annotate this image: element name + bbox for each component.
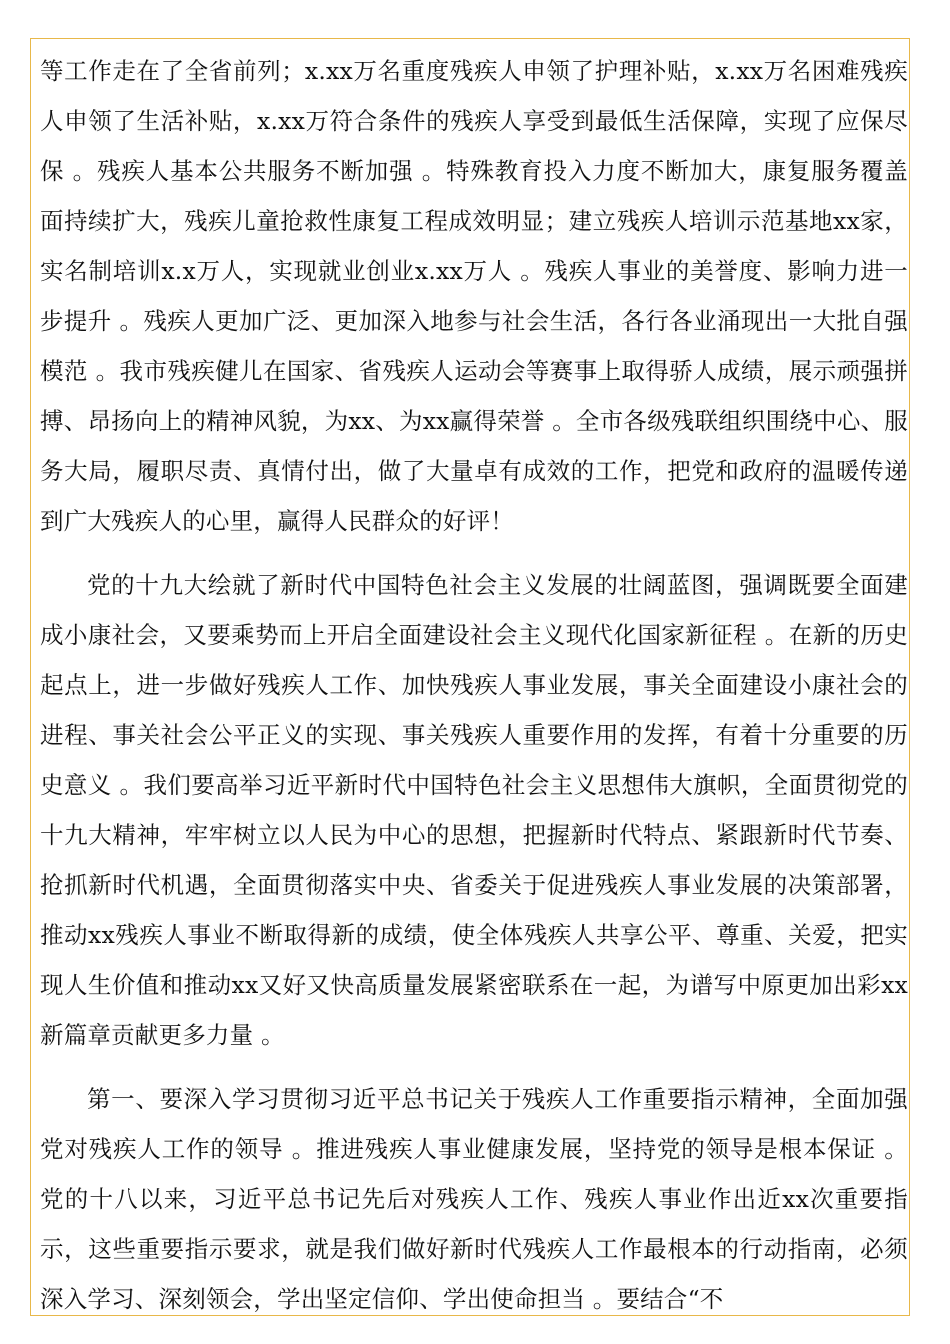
- document-body: [40, 46, 908, 1324]
- paragraph-gap: [40, 546, 908, 560]
- paragraph-3: 第一、要深入学习贯彻习近平总书记关于残疾人工作重要指示精神，全面加强党对残疾人工作的领导 。推进残疾人事业健康发展，坚持党的领导是根本保证 。党的十八以来，习近平总书记先后对残疾人工作、残疾人事业作出近xx次重要指示，这些重要指示要求，就是我们做好新时代残疾人工作最根本的行动指南，必须深入学习、深刻领会，学出坚定信仰、学出使命担当 。要结合“不: [40, 1085, 908, 1313]
- paragraph-gap: [40, 1060, 908, 1074]
- paragraph-1: 等工作走在了全省前列；x.xx万名重度残疾人申领了护理补贴，x.xx万名困难残疾人申领了生活补贴，x.xx万符合条件的残疾人享受到最低生活保障，实现了应保尽保 。残疾人基本公共服务不断加强 。特殊教育投入力度不断加大，康复服务覆盖面持续扩大，残疾儿童抢救性康复工程成效明显；建立残疾人培训示范基地xx家，实名制培训x.x万人，实现就业创业x.xx万人 。残疾人事业的美誉度、影响力进一步提升 。残疾人更加广泛、更加深入地参与社会生活，各行各业涌现出一大批自强模范 。我市残疾健儿在国家、省残疾人运动会等赛事上取得骄人成绩，展示顽强拼搏、昂扬向上的精神风貌，为xx、为xx赢得荣誉 。全市各级残联组织围绕中心、服务大局，履职尽责、真情付出，做了大量卓有成效的工作，把党和政府的温暖传递到广大残疾人的心里，赢得人民群众的好评！: [40, 57, 908, 535]
- paragraph-2: 党的十九大绘就了新时代中国特色社会主义发展的壮阔蓝图，强调既要全面建成小康社会，又要乘势而上开启全面建设社会主义现代化国家新征程 。在新的历史起点上，进一步做好残疾人工作、加快残疾人事业发展，事关全面建设小康社会的进程、事关社会公平正义的实现、事关残疾人重要作用的发挥，有着十分重要的历史意义 。我们要高举习近平新时代中国特色社会主义思想伟大旗帜，全面贯彻党的十九大精神，牢牢树立以人民为中心的思想，把握新时代特点、紧跟新时代节奏、抢抓新时代机遇，全面贯彻落实中央、省委关于促进残疾人事业发展的决策部署，推动xx残疾人事业不断取得新的成绩，使全体残疾人共享公平、尊重、关爱，把实现人生价值和推动xx又好又快高质量发展紧密联系在一起，为谱写中原更加出彩xx新篇章贡献更多力量 。: [40, 571, 908, 1049]
